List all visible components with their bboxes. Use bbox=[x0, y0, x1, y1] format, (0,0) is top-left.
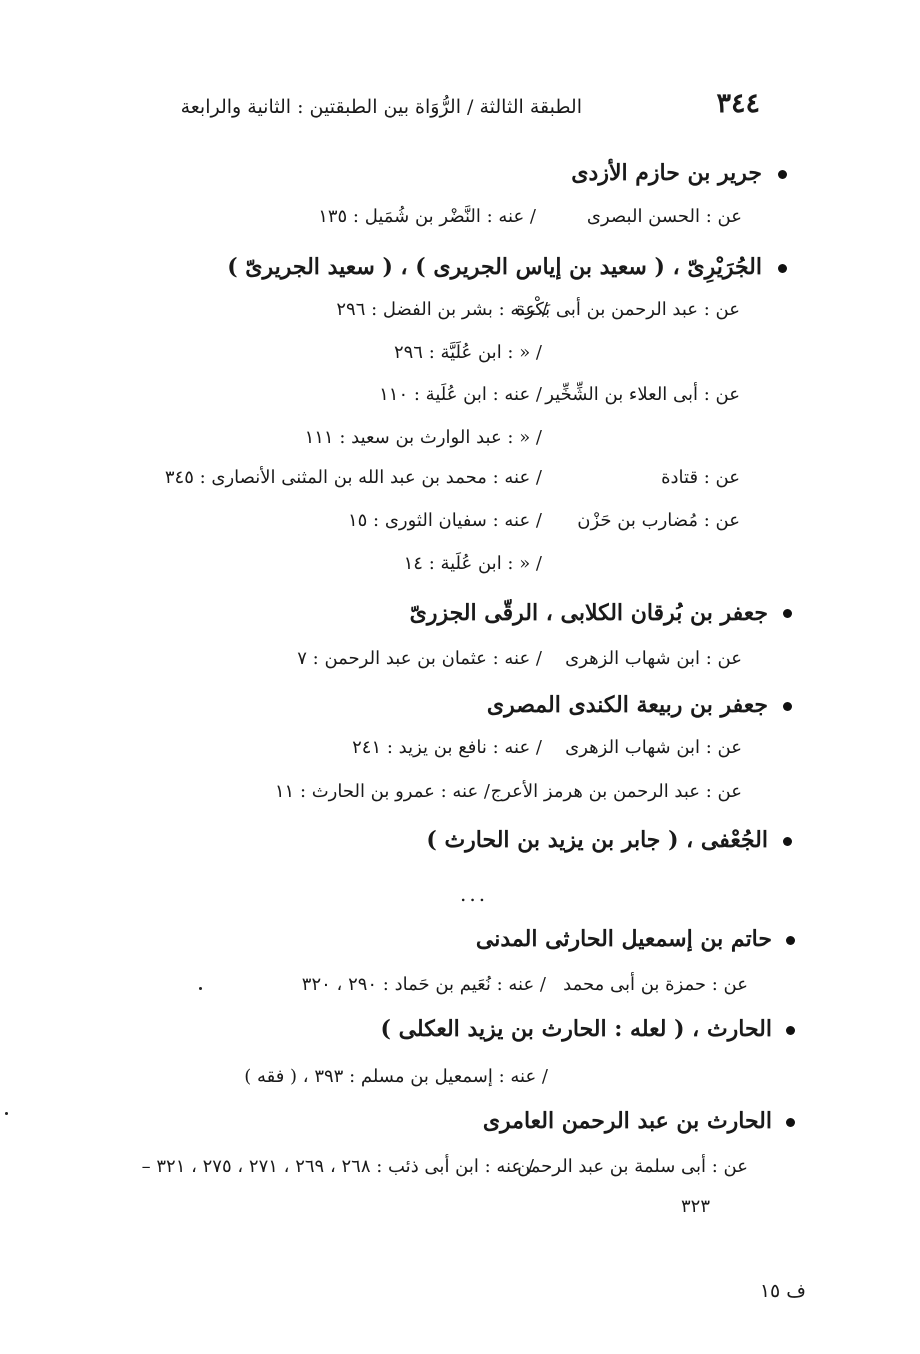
narrator-name: الحارث بن عبد الرحمن العامرى bbox=[482, 1108, 772, 1134]
signature-mark: ف ١٥ bbox=[759, 1280, 806, 1302]
narrator-name: جرير بن حازم الأزدى bbox=[571, 160, 762, 186]
bullet-icon bbox=[786, 936, 795, 945]
page-number: ٣٤٤ bbox=[716, 88, 760, 119]
to-clause: / « : ابن عُلَيَّة : ٢٩٦ bbox=[393, 342, 542, 363]
to-clause: / عنه : عمرو بن الحارث : ١١ bbox=[274, 781, 490, 802]
to-clause: / عنه : محمد بن عبد الله بن المثنى الأنصارى : ٣٤٥ bbox=[164, 467, 542, 488]
bullet-icon bbox=[786, 1026, 795, 1035]
bullet-icon bbox=[783, 609, 792, 618]
bullet-icon bbox=[778, 170, 787, 179]
bullet-icon bbox=[786, 1118, 795, 1127]
narrator-name: جعفر بن ربيعة الكندى المصرى bbox=[486, 692, 768, 718]
from-clause: عن : عبد الرحمن بن هرمز الأعرج bbox=[490, 781, 742, 802]
to-clause: / عنه : نُعَيم بن حَماد : ٢٩٠ ، ٣٢٠ bbox=[301, 974, 546, 995]
continuation-number: ٣٢٣ bbox=[680, 1196, 710, 1217]
to-clause: / « : ابن عُلَية : ١٤ bbox=[403, 553, 542, 574]
to-clause: / عنه : النَّضْر بن شُمَيل : ١٣٥ bbox=[318, 206, 536, 227]
from-clause: عن : ابن شهاب الزهرى bbox=[565, 648, 742, 669]
from-clause: عن : عبد الرحمن بن أبى بَكْرة bbox=[515, 299, 740, 320]
to-clause: / « : عبد الوارث بن سعيد : ١١١ bbox=[304, 427, 542, 448]
bullet-icon bbox=[783, 837, 792, 846]
from-clause: عن : أبى سلمة بن عبد الرحمن bbox=[517, 1156, 748, 1177]
to-clause: / عنه : عثمان بن عبد الرحمن : ٧ bbox=[297, 648, 542, 669]
stray-mark bbox=[199, 987, 202, 990]
narrator-name: جعفر بن بُرقان الكلابى ، الرقّى الجزرىّ bbox=[409, 600, 768, 626]
from-clause: عن : أبى العلاء بن الشِّخِّير bbox=[545, 384, 740, 405]
section-separator: ... bbox=[460, 882, 489, 906]
narrator-name: الحارث ، ( لعله : الحارث بن يزيد العكلى ) bbox=[380, 1016, 772, 1042]
from-clause: عن : حمزة بن أبى محمد bbox=[563, 974, 748, 995]
to-clause: / عنه : ابن أبى ذئب : ٢٦٨ ، ٢٦٩ ، ٢٧١ ، ٢٧٥ ، ٣٢١ – bbox=[141, 1156, 534, 1177]
from-clause: عن : الحسن البصرى bbox=[586, 206, 742, 227]
running-header: الطبقة الثالثة / الرُّوَاة بين الطبقتين : الثانية والرابعة bbox=[180, 96, 582, 118]
to-clause: / عنه : بشر بن الفضل : ٢٩٦ bbox=[336, 299, 548, 320]
to-clause: / عنه : ابن عُلَية : ١١٠ bbox=[379, 384, 542, 405]
stray-mark bbox=[5, 1112, 8, 1115]
to-clause: / عنه : نافع بن يزيد : ٢٤١ bbox=[352, 737, 542, 758]
from-clause: عن : ابن شهاب الزهرى bbox=[565, 737, 742, 758]
narrator-name: الجُعْفى ، ( جابر بن يزيد بن الحارث ) bbox=[426, 827, 768, 853]
narrator-name: الجُرَيْرِىّ ، ( سعيد بن إياس الجريرى ) ، ( سعيد الجريرىّ ) bbox=[227, 254, 762, 280]
to-clause: / عنه : سفيان الثورى : ١٥ bbox=[347, 510, 542, 531]
from-clause: عن : قتادة bbox=[661, 467, 740, 488]
bullet-icon bbox=[778, 264, 787, 273]
from-clause: عن : مُضارب بن حَزْن bbox=[577, 510, 740, 531]
bullet-icon bbox=[783, 702, 792, 711]
narrator-name: حاتم بن إسمعيل الحارثى المدنى bbox=[475, 926, 772, 952]
to-clause: / عنه : إسمعيل بن مسلم : ٣٩٣ ، ( فقه ) bbox=[244, 1066, 548, 1087]
